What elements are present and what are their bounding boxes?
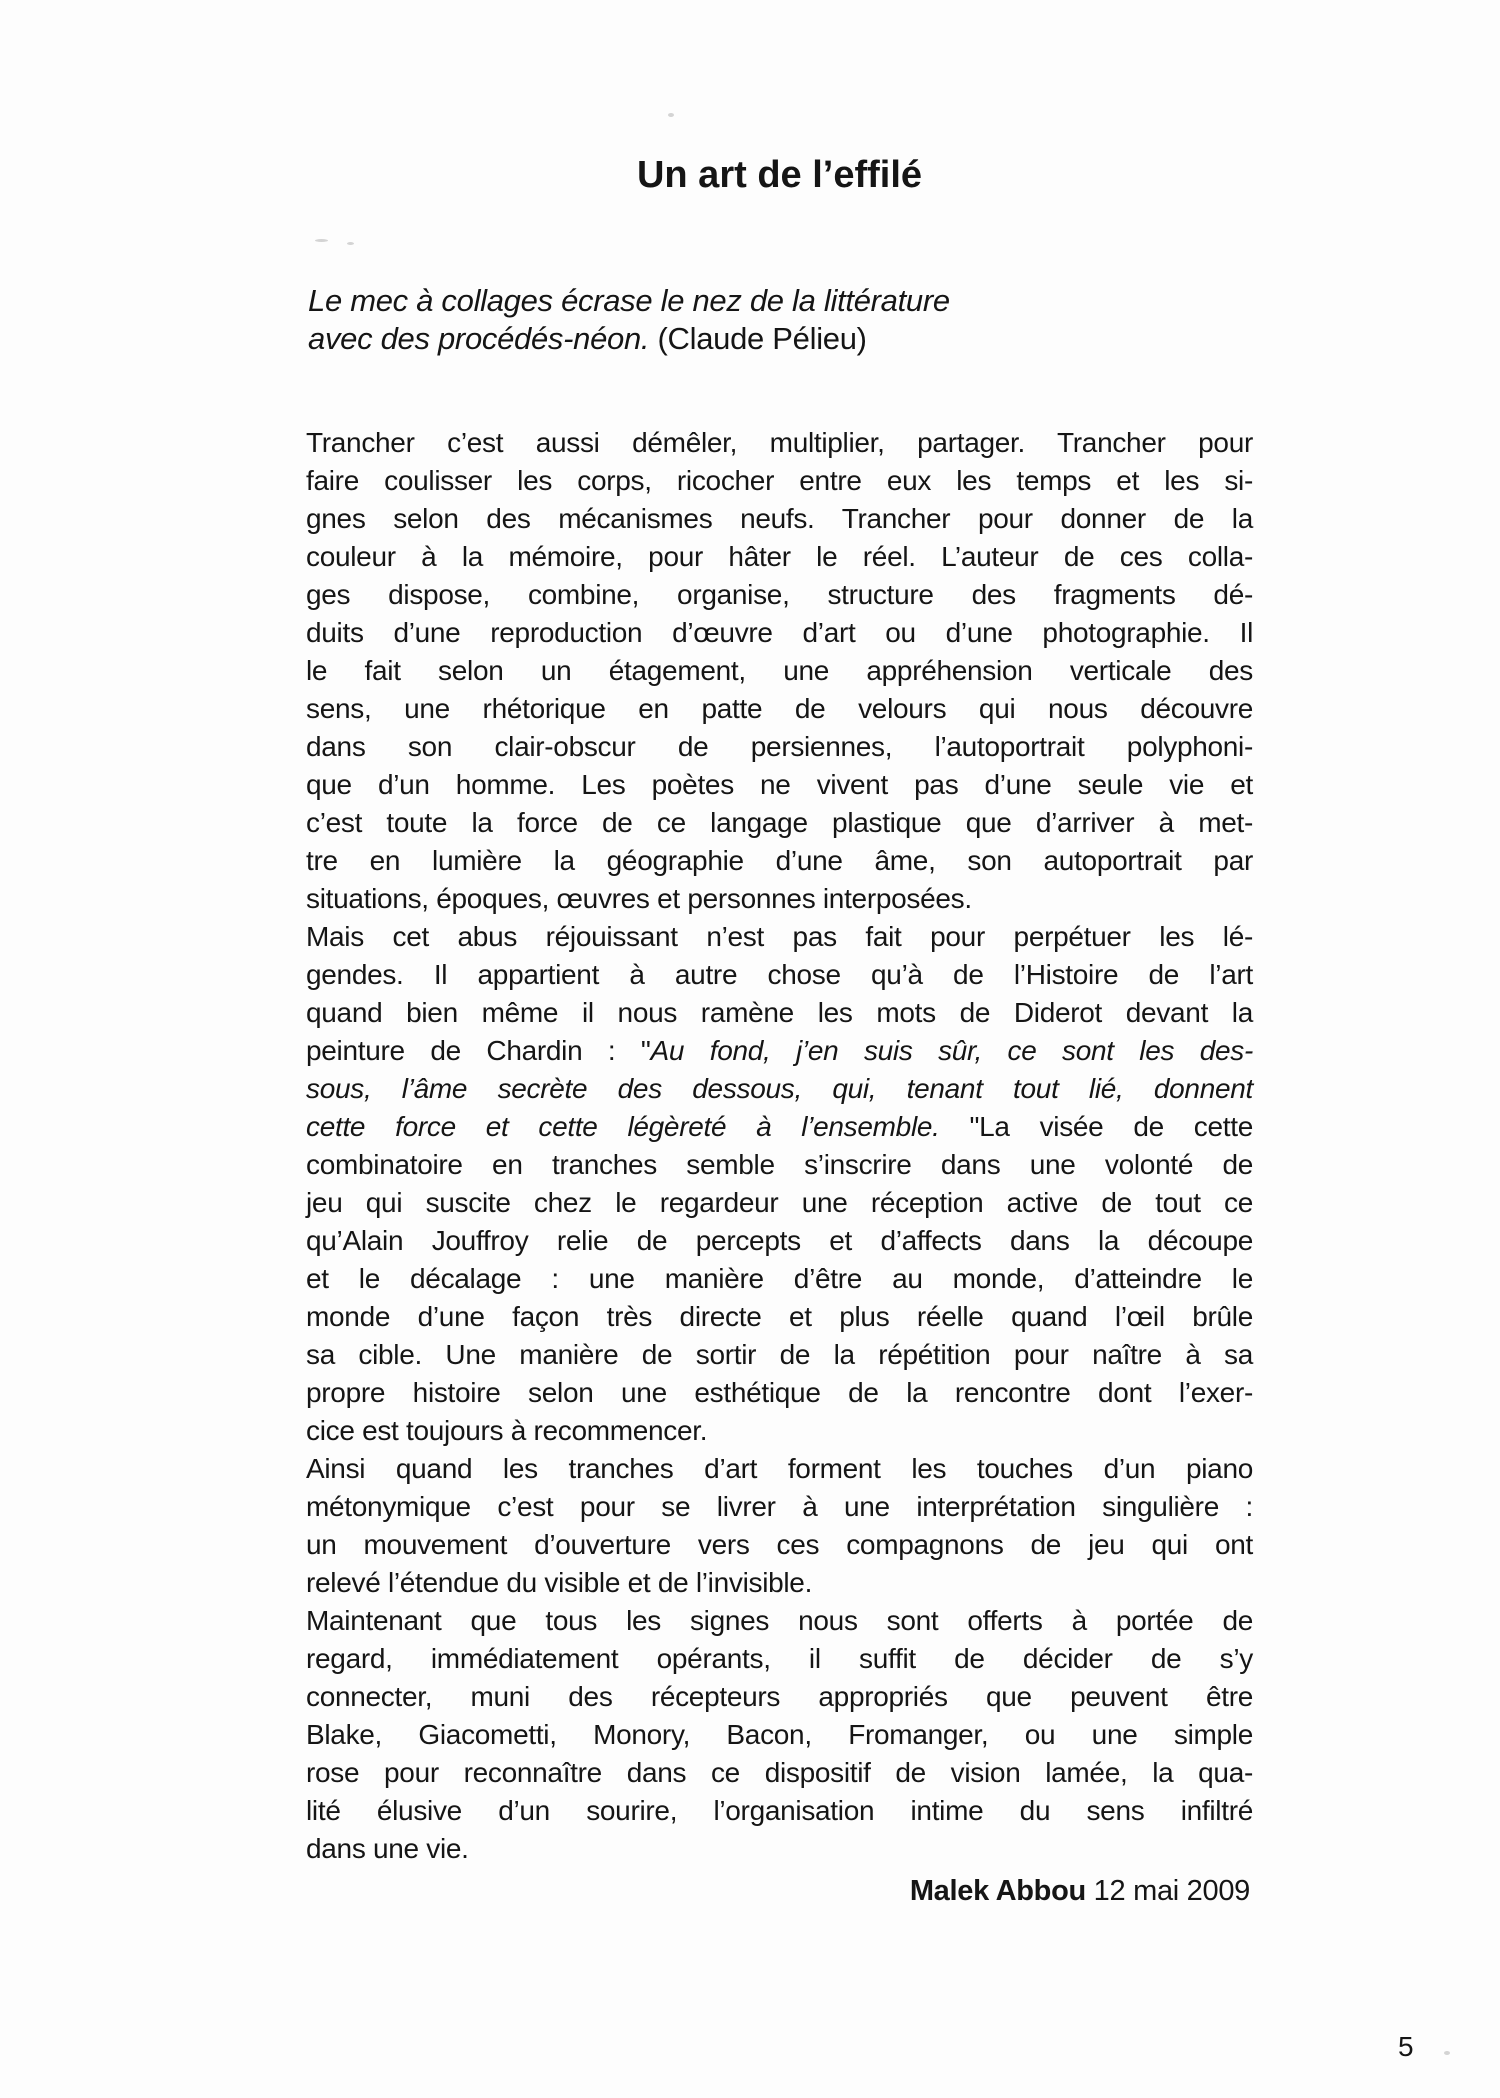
body-segment: Trancher c’est aussi démêler, multiplier, partager. Trancher pour [306,427,1253,458]
body-segment: le fait selon un étagement, une appréhension verticale des [306,655,1253,686]
body-line [306,994,1253,1032]
signature [306,1872,1250,1910]
body-line [306,1488,1253,1526]
body-line [306,1678,1253,1716]
body-segment: sa cible. Une manière de sortir de la répétition pour naître à sa [306,1339,1253,1370]
page-number: 5 [1398,2031,1414,2062]
body-segment: couleur à la mémoire, pour hâter le réel. L’auteur de ces colla- [306,541,1253,572]
scan-speck [1444,2051,1450,2055]
body-segment: relevé l’étendue du visible et de l’invisible. [306,1567,813,1598]
body-line [306,804,1253,842]
body-segment: gnes selon des mécanismes neufs. Trancher pour donner de la [306,503,1253,534]
body-line [306,1222,1253,1260]
body-segment: regard, immédiatement opérants, il suffit de décider de s’y [306,1643,1253,1674]
body-segment: jeu qui suscite chez le regardeur une réception active de tout ce [306,1187,1253,1218]
body-line [306,1336,1253,1374]
body-segment: qu’Alain Jouffroy relie de percepts et d’affects dans la découpe [306,1225,1253,1256]
body-segment: situations, époques, œuvres et personnes interposées. [306,883,972,914]
body-segment: c’est toute la force de ce langage plastique que d’arriver à met- [306,807,1253,838]
scan-speck [668,113,674,117]
body-segment: Blake, Giacometti, Monory, Bacon, Fromanger, ou une simple [306,1719,1253,1750]
body-text [306,424,1253,1868]
body-line [306,690,1253,728]
body-segment: dans une vie. [306,1833,469,1864]
body-segment: quand bien même il nous ramène les mots de Diderot devant la [306,997,1253,1028]
body-line [306,1564,1253,1602]
epigraph-quote-line1: Le mec à collages écrase le nez de la littérature [308,283,950,318]
body-line [306,1450,1253,1488]
body-segment-italic: Au fond, j’en suis sûr, ce sont les des- [650,1035,1253,1066]
body-line [306,1032,1253,1070]
signature-author: Malek Abbou [909,1875,1086,1907]
body-line [306,766,1253,804]
body-line [306,1602,1253,1640]
epigraph-line [308,282,1255,320]
body-segment: ges dispose, combine, organise, structure des fragments dé- [306,579,1253,610]
body-line [306,1640,1253,1678]
body-line [306,652,1253,690]
body-line [306,842,1253,880]
body-line [306,1184,1253,1222]
body-line [306,956,1253,994]
body-line [306,614,1253,652]
body-line [306,1792,1253,1830]
body-segment: tre en lumière la géographie d’une âme, son autoportrait par [306,845,1253,876]
body-line [306,1716,1253,1754]
body-segment: propre histoire selon une esthétique de la rencontre dont l’exer- [306,1377,1253,1408]
body-line [306,576,1253,614]
body-segment: gendes. Il appartient à autre chose qu’à de l’Histoire de l’art [306,959,1253,990]
body-segment: Maintenant que tous les signes nous sont offerts à portée de [306,1605,1253,1636]
epigraph [308,282,1255,358]
body-segment: dans son clair-obscur de persiennes, l’autoportrait polyphoni- [306,731,1253,762]
body-line [306,462,1253,500]
body-segment: un mouvement d’ouverture vers ces compagnons de jeu qui ont [306,1529,1253,1560]
scan-speck [315,239,328,242]
body-segment: peinture de Chardin : " [306,1035,651,1066]
signature-date: 12 mai 2009 [1085,1875,1250,1907]
body-line [306,918,1253,956]
body-segment: Ainsi quand les tranches d’art forment les touches d’un piano [306,1453,1253,1484]
body-segment: sens, une rhétorique en patte de velours qui nous découvre [306,693,1253,724]
body-line [306,1374,1253,1412]
body-line [306,1146,1253,1184]
body-line [306,424,1253,462]
body-line [306,538,1253,576]
body-segment: rose pour reconnaître dans ce dispositif de vision lamée, la qua- [306,1757,1253,1788]
body-line [306,500,1253,538]
body-line [306,1298,1253,1336]
epigraph-attribution: (Claude Pélieu) [649,321,867,356]
body-segment: faire coulisser les corps, ricocher entre eux les temps et les si- [306,465,1253,496]
body-segment: Mais cet abus réjouissant n’est pas fait pour perpétuer les lé- [306,921,1253,952]
body-line [306,1830,1253,1868]
scan-speck [347,242,354,245]
body-segment: et le décalage : une manière d’être au monde, d’atteindre le [306,1263,1253,1294]
body-line [306,1260,1253,1298]
body-segment: combinatoire en tranches semble s’inscrire dans une volonté de [306,1149,1253,1180]
body-segment: que d’un homme. Les poètes ne vivent pas d’une seule vie et [306,769,1253,800]
epigraph-quote-line2: avec des procédés-néon. [308,321,650,356]
body-segment: métonymique c’est pour se livrer à une interprétation singulière : [306,1491,1253,1522]
body-segment: monde d’une façon très directe et plus réelle quand l’œil brûle [306,1301,1253,1332]
body-segment: connecter, muni des récepteurs appropriés que peuvent être [306,1681,1253,1712]
body-line [306,1412,1253,1450]
body-line [306,1108,1253,1146]
body-line [306,1526,1253,1564]
page-title: Un art de l’effilé [636,154,923,196]
body-line [306,728,1253,766]
body-segment-italic: cette force et cette légèreté à l’ensemble. [306,1111,970,1142]
body-line [306,1754,1253,1792]
body-segment: cice est toujours à recommencer. [306,1415,708,1446]
body-segment-italic: sous, l’âme secrète des dessous, qui, tenant tout lié, donnent [306,1073,1253,1104]
body-line [306,880,1253,918]
body-line [306,1070,1253,1108]
body-segment: "La visée de cette [969,1111,1253,1142]
epigraph-line [308,320,1255,358]
body-segment: lité élusive d’un sourire, l’organisation intime du sens infiltré [306,1795,1253,1826]
body-segment: duits d’une reproduction d’œuvre d’art ou d’une photographie. Il [306,617,1253,648]
